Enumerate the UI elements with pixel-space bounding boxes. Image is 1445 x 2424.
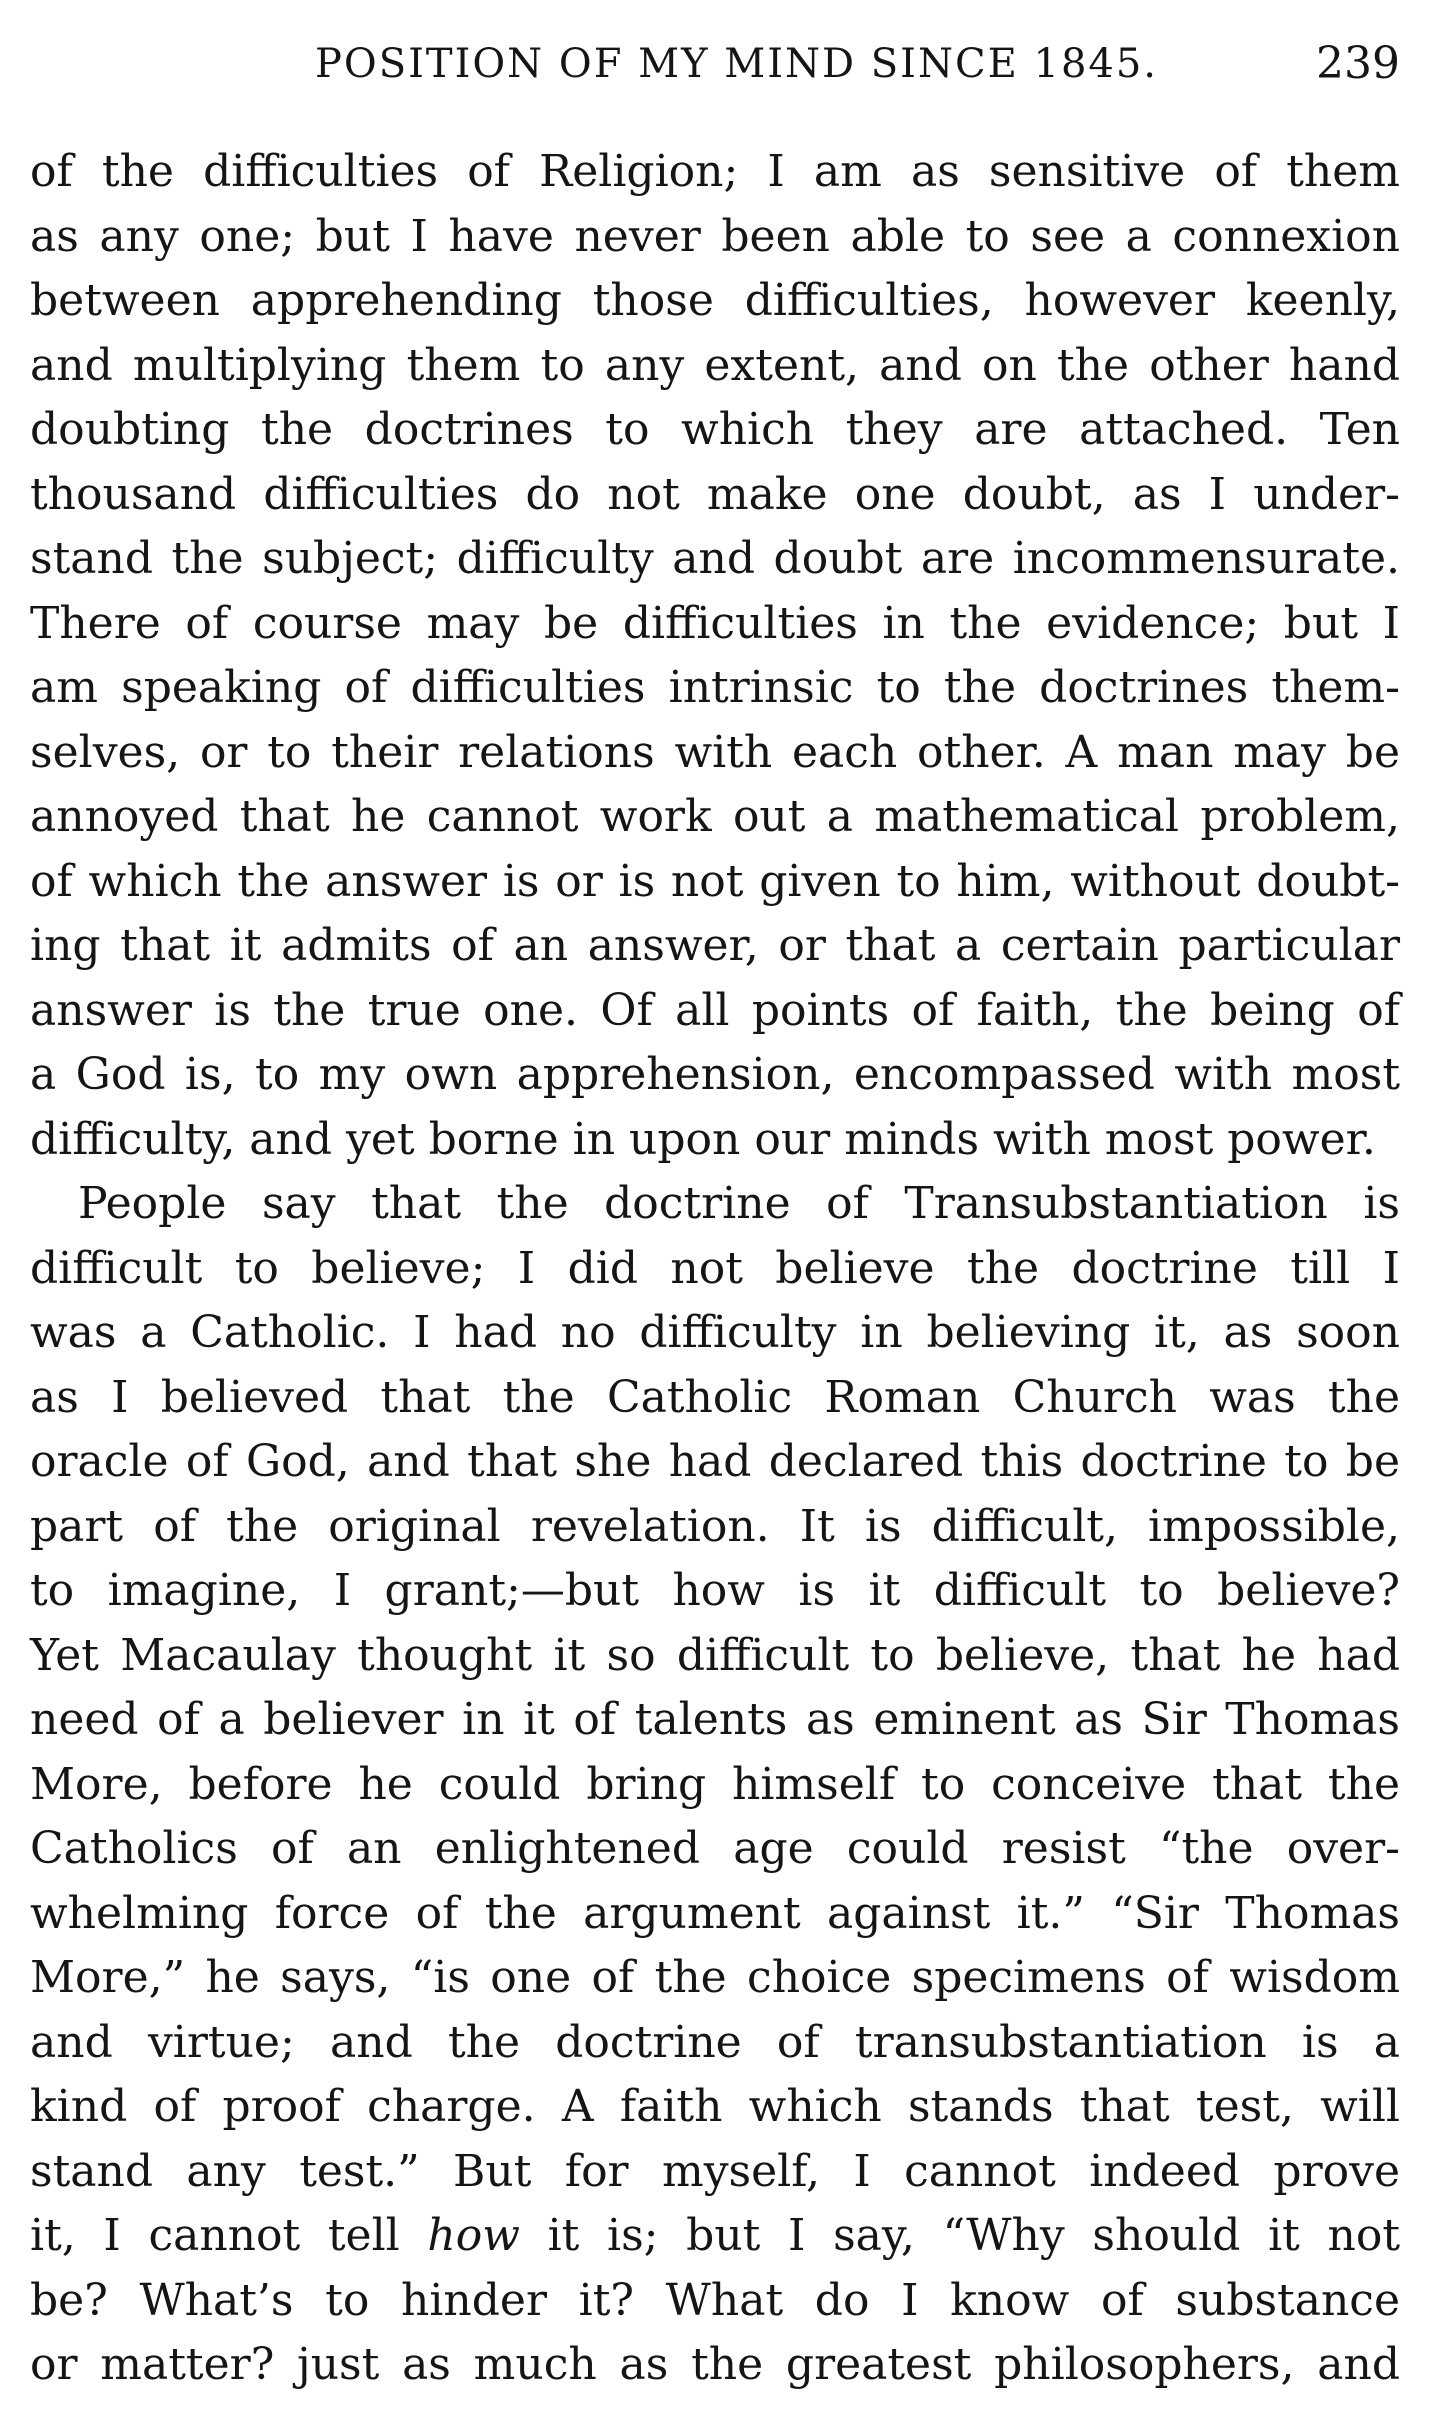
italic-word: how [427,2210,520,2261]
paragraph [30,140,1400,1172]
text-line: a God is, to my own apprehension, encompassed with most [30,1049,1400,1100]
running-header [30,36,1400,92]
text-line: oracle of God, and that she had declared this doctrine to be [30,1436,1400,1487]
text-line: was a Catholic. I had no difficulty in believing it, as soon [30,1307,1400,1358]
text-line: answer is the true one. Of all points of faith, the being of [30,984,1400,1036]
text-line: difficulty, and yet borne in upon our minds with most power. [30,1113,1376,1165]
text-line: Yet Macaulay thought it so difficult to believe, that he had [30,1629,1400,1681]
text-line: selves, or to their relations with each other. A man may be [30,726,1400,778]
text-line: Catholics of an enlightened age could resist “the over- [30,1823,1400,1874]
text-line: and virtue; and the doctrine of transubstantiation is a [30,2016,1400,2068]
text-line: of the difficulties of Religion; I am as sensitive of them [30,146,1400,197]
text-line: kind of proof charge. A faith which stands that test, will [30,2081,1400,2132]
text-line: People say that the doctrine of Transubstantiation is [78,1178,1400,1229]
text-line: to imagine, I grant;—but how is it difficult to believe? [30,1565,1400,1616]
text-fragment: it, I cannot tell [30,2210,428,2261]
page-text [30,140,1400,2398]
text-line: as I believed that the Catholic Roman Church was the [30,1371,1400,1423]
running-title: POSITION OF MY MIND SINCE 1845. [315,41,1159,87]
text-line: of which the answer is or is not given to him, without doubt- [30,855,1400,907]
text-line: or matter? just as much as the greatest philosophers, and [30,2339,1400,2390]
text-line: whelming force of the argument against it.” “Sir Thomas [30,1887,1400,1939]
text-line: annoyed that he cannot work out a mathematical problem, [30,791,1400,842]
text-line: difficult to believe; I did not believe the doctrine till I [30,1242,1400,1294]
text-line: between apprehending those difficulties, however keenly, [30,275,1400,326]
paragraph [30,1172,1400,2398]
text-line: part of the original revelation. It is difficult, impossible, [30,1500,1400,1552]
text-line: thousand difficulties do not make one doubt, as I under- [30,468,1400,520]
text-line: and multiplying them to any extent, and on the other hand [30,339,1400,391]
text-line: More,” he says, “is one of the choice specimens of wisdom [30,1952,1400,2003]
page-number: 239 [1316,38,1400,89]
text-line: need of a believer in it of talents as eminent as Sir Thomas [30,1694,1400,1745]
text-line: doubting the doctrines to which they are attached. Ten [30,404,1400,455]
text-line: stand the subject; difficulty and doubt are incommensurate. [30,533,1400,584]
text-line: be? What’s to hinder it? What do I know of substance [30,2274,1400,2326]
text-fragment: it is; but I say, “Why should it not [519,2210,1401,2261]
text-line: There of course may be difficulties in the evidence; but I [30,597,1400,649]
text-line: as any one; but I have never been able to see a connexion [30,210,1400,262]
text-line: More, before he could bring himself to conceive that the [30,1758,1400,1810]
text-line: am speaking of difficulties intrinsic to the doctrines them- [30,662,1400,713]
text-line: ing that it admits of an answer, or that a certain particular [30,920,1400,971]
text-line: stand any test.” But for myself, I cannot indeed prove [30,2145,1400,2197]
text-line-with-italic [30,2204,1400,2269]
